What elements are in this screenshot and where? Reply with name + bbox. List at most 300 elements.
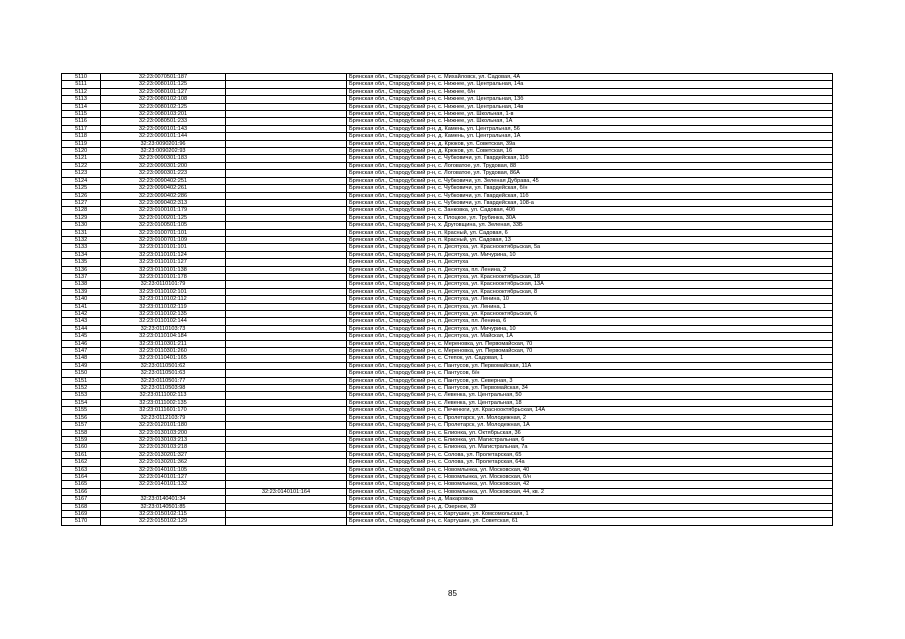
sub-cadastral-number-cell — [226, 222, 347, 229]
cadastral-number-cell: 32:23:0130103:213 — [101, 436, 226, 443]
cadastral-number-cell: 32:23:0100701:101 — [101, 229, 226, 236]
page-number: 85 — [448, 589, 457, 598]
address-cell: Брянская обл., Стародубский р-н, с. Елионка, ул. Магистральная, 7а — [347, 444, 833, 451]
table-row — [62, 318, 833, 325]
cadastral-number-cell: 32:23:0150102:129 — [101, 518, 226, 525]
address-cell: Брянская обл., Стародубский р-н, п. Десятуха, ул. Краснооктябрьская, 5а — [347, 244, 833, 251]
row-number-cell: 5145 — [62, 333, 101, 340]
sub-cadastral-number-cell — [226, 185, 347, 192]
row-number-cell: 5144 — [62, 325, 101, 332]
address-cell: Брянская обл., Стародубский р-н, с. Пролетарск, ул. Молодежная, 2 — [347, 414, 833, 421]
address-cell: Брянская обл., Стародубский р-н, п. Красный, ул. Садовая, 13 — [347, 236, 833, 243]
cadastral-number-cell: 32:23:0110103:73 — [101, 325, 226, 332]
cadastral-number-cell: 32:23:0111601:170 — [101, 407, 226, 414]
sub-cadastral-number-cell — [226, 96, 347, 103]
cadastral-number-cell: 32:23:0111002:135 — [101, 399, 226, 406]
row-number-cell: 5115 — [62, 111, 101, 118]
address-cell: Брянская обл., Стародубский р-н, п. Десятуха, пл. Ленина, 2 — [347, 266, 833, 273]
table-row — [62, 436, 833, 443]
address-cell: Брянская обл., Стародубский р-н, с. Пантусов, б/н — [347, 370, 833, 377]
row-number-cell: 5110 — [62, 74, 101, 81]
sub-cadastral-number-cell — [226, 281, 347, 288]
table-row — [62, 510, 833, 517]
cadastral-number-cell: 32:23:0090301:223 — [101, 170, 226, 177]
cadastral-number-cell: 32:23:0110101:124 — [101, 251, 226, 258]
table-row — [62, 459, 833, 466]
address-cell: Брянская обл., Стародубский р-н, с. Занковка, ул. Садовая, 40б — [347, 207, 833, 214]
cadastral-number-cell — [101, 488, 226, 495]
cadastral-number-cell: 32:23:0150102:115 — [101, 510, 226, 517]
sub-cadastral-number-cell — [226, 148, 347, 155]
row-number-cell: 5112 — [62, 88, 101, 95]
cadastral-number-cell: 32:23:0110401:165 — [101, 355, 226, 362]
address-cell: Брянская обл., Стародубский р-н, с. Логоватое, ул. Трудовая, 88 — [347, 162, 833, 169]
address-cell: Брянская обл., Стародубский р-н, п. Десятуха, ул. Ленина, 10 — [347, 296, 833, 303]
table-row — [62, 325, 833, 332]
address-cell: Брянская обл., Стародубский р-н, с. Чубковичи, ул. Гвардейская, б/н — [347, 185, 833, 192]
sub-cadastral-number-cell — [226, 333, 347, 340]
cadastral-number-cell: 32:23:0110102:112 — [101, 296, 226, 303]
table-row — [62, 133, 833, 140]
address-cell: Брянская обл., Стародубский р-н, с. Пролетарск, ул. Молодежная, 1А — [347, 422, 833, 429]
table-row — [62, 214, 833, 221]
row-number-cell: 5163 — [62, 466, 101, 473]
table-row — [62, 348, 833, 355]
sub-cadastral-number-cell — [226, 162, 347, 169]
sub-cadastral-number-cell — [226, 414, 347, 421]
address-cell: Брянская обл., Стародубский р-н, п. Десятуха, ул. Мичурина, 10 — [347, 251, 833, 258]
row-number-cell: 5155 — [62, 407, 101, 414]
sub-cadastral-number-cell — [226, 244, 347, 251]
address-cell: Брянская обл., Стародубский р-н, п. Десятуха — [347, 259, 833, 266]
row-number-cell: 5127 — [62, 199, 101, 206]
row-number-cell: 5117 — [62, 125, 101, 132]
sub-cadastral-number-cell — [226, 370, 347, 377]
row-number-cell: 5148 — [62, 355, 101, 362]
cadastral-number-cell: 32:23:0130103:200 — [101, 429, 226, 436]
address-cell: Брянская обл., Стародубский р-н, п. Десятуха, ул. Краснооктябрьская, 8 — [347, 288, 833, 295]
row-number-cell: 5139 — [62, 288, 101, 295]
sub-cadastral-number-cell — [226, 303, 347, 310]
sub-cadastral-number-cell — [226, 473, 347, 480]
table-row — [62, 518, 833, 525]
row-number-cell: 5156 — [62, 414, 101, 421]
cadastral-number-cell: 32:23:0100701:109 — [101, 236, 226, 243]
row-number-cell: 5151 — [62, 377, 101, 384]
table-row — [62, 244, 833, 251]
row-number-cell: 5133 — [62, 244, 101, 251]
cadastral-number-cell: 32:23:0110503:98 — [101, 385, 226, 392]
sub-cadastral-number-cell — [226, 422, 347, 429]
sub-cadastral-number-cell — [226, 518, 347, 525]
cadastral-number-cell: 32:23:0100201:125 — [101, 214, 226, 221]
cadastral-number-cell: 32:23:0110104:184 — [101, 333, 226, 340]
table-row — [62, 140, 833, 147]
sub-cadastral-number-cell — [226, 125, 347, 132]
row-number-cell: 5142 — [62, 311, 101, 318]
address-cell: Брянская обл., Стародубский р-н, с. Елионка, ул. Октябрьская, 36 — [347, 429, 833, 436]
table-row — [62, 170, 833, 177]
address-cell: Брянская обл., Стародубский р-н, х. Плоцкое, ул. Трубинка, 30А — [347, 214, 833, 221]
cadastral-number-cell: 32:23:0140401:34 — [101, 496, 226, 503]
table-row — [62, 311, 833, 318]
address-cell: Брянская обл., Стародубский р-н, с. Солова, ул. Пролетарская, 65 — [347, 451, 833, 458]
sub-cadastral-number-cell — [226, 140, 347, 147]
address-cell: Брянская обл., Стародубский р-н, с. Михайловск, ул. Садовая, 4А — [347, 74, 833, 81]
cadastral-number-cell: 32:23:0110101:101 — [101, 244, 226, 251]
sub-cadastral-number-cell — [226, 133, 347, 140]
row-number-cell: 5166 — [62, 488, 101, 495]
address-cell: Брянская обл., Стародубский р-н, с. Пантусов, ул. Первомайская, 11А — [347, 362, 833, 369]
row-number-cell: 5123 — [62, 170, 101, 177]
table-row — [62, 125, 833, 132]
table-row — [62, 407, 833, 414]
table-row — [62, 451, 833, 458]
row-number-cell: 5143 — [62, 318, 101, 325]
sub-cadastral-number-cell — [226, 74, 347, 81]
cadastral-number-cell: 32:23:0140101:132 — [101, 481, 226, 488]
property-registry-table — [61, 73, 833, 526]
cadastral-number-cell: 32:23:0110101:138 — [101, 266, 226, 273]
sub-cadastral-number-cell — [226, 251, 347, 258]
row-number-cell: 5119 — [62, 140, 101, 147]
sub-cadastral-number-cell — [226, 377, 347, 384]
address-cell: Брянская обл., Стародубский р-н, с. Елионка, ул. Магистральная, 6 — [347, 436, 833, 443]
address-cell: Брянская обл., Стародубский р-н, с. Нижнее, ул. Школьная, 1-в — [347, 111, 833, 118]
address-cell: Брянская обл., Стародубский р-н, с. Новомлынка, ул. Московская, 44, кв. 2 — [347, 488, 833, 495]
row-number-cell: 5158 — [62, 429, 101, 436]
cadastral-number-cell: 32:23:0090101:144 — [101, 133, 226, 140]
sub-cadastral-number-cell — [226, 199, 347, 206]
address-cell: Брянская обл., Стародубский р-н, с. Нижнее, ул. Центральная, 13б — [347, 96, 833, 103]
address-cell: Брянская обл., Стародубский р-н, с. Левенка, ул. Центральная, 50 — [347, 392, 833, 399]
sub-cadastral-number-cell — [226, 510, 347, 517]
sub-cadastral-number-cell — [226, 444, 347, 451]
sub-cadastral-number-cell — [226, 111, 347, 118]
address-cell: Брянская обл., Стародубский р-н, с. Чубковичи, ул. Гвардейская, 108-а — [347, 199, 833, 206]
row-number-cell: 5162 — [62, 459, 101, 466]
cadastral-number-cell: 32:23:0090402:261 — [101, 185, 226, 192]
table-row — [62, 422, 833, 429]
row-number-cell: 5159 — [62, 436, 101, 443]
sub-cadastral-number-cell — [226, 496, 347, 503]
address-cell: Брянская обл., Стародубский р-н, д. Макаровка — [347, 496, 833, 503]
cadastral-number-cell: 32:23:0140101:105 — [101, 466, 226, 473]
table-row — [62, 199, 833, 206]
cadastral-number-cell: 32:23:0110101:79 — [101, 281, 226, 288]
row-number-cell: 5116 — [62, 118, 101, 125]
sub-cadastral-number-cell — [226, 481, 347, 488]
row-number-cell: 5130 — [62, 222, 101, 229]
sub-cadastral-number-cell — [226, 266, 347, 273]
table-row — [62, 251, 833, 258]
sub-cadastral-number-cell: 32:23:0140101:164 — [226, 488, 347, 495]
row-number-cell: 5113 — [62, 96, 101, 103]
address-cell: Брянская обл., Стародубский р-н, с. Степок, ул. Садовая, 1 — [347, 355, 833, 362]
sub-cadastral-number-cell — [226, 118, 347, 125]
address-cell: Брянская обл., Стародубский р-н, п. Десятуха, пл. Ленина, 6 — [347, 318, 833, 325]
sub-cadastral-number-cell — [226, 362, 347, 369]
address-cell: Брянская обл., Стародубский р-н, д. Камень, ул. Центральная, 1А — [347, 133, 833, 140]
row-number-cell: 5147 — [62, 348, 101, 355]
sub-cadastral-number-cell — [226, 436, 347, 443]
table-row — [62, 362, 833, 369]
table-row — [62, 385, 833, 392]
address-cell: Брянская обл., Стародубский р-н, д. Крюков, ул. Советская, 16 — [347, 148, 833, 155]
table-row — [62, 429, 833, 436]
address-cell: Брянская обл., Стародубский р-н, с. Мереновка, ул. Первомайская, 70 — [347, 340, 833, 347]
table-row — [62, 333, 833, 340]
cadastral-number-cell: 32:23:0100101:179 — [101, 207, 226, 214]
row-number-cell: 5149 — [62, 362, 101, 369]
row-number-cell: 5170 — [62, 518, 101, 525]
row-number-cell: 5135 — [62, 259, 101, 266]
row-number-cell: 5132 — [62, 236, 101, 243]
cadastral-number-cell: 32:23:0090202:93 — [101, 148, 226, 155]
row-number-cell: 5124 — [62, 177, 101, 184]
address-cell: Брянская обл., Стародубский р-н, п. Красный, ул. Садовая, 6 — [347, 229, 833, 236]
table-row — [62, 74, 833, 81]
table-row — [62, 414, 833, 421]
sub-cadastral-number-cell — [226, 170, 347, 177]
address-cell: Брянская обл., Стародубский р-н, с. Левенка, ул. Центральная, 18 — [347, 399, 833, 406]
sub-cadastral-number-cell — [226, 451, 347, 458]
cadastral-number-cell: 32:23:0080101:127 — [101, 88, 226, 95]
table-row — [62, 496, 833, 503]
table-row — [62, 177, 833, 184]
address-cell: Брянская обл., Стародубский р-н, с. Нижнее, ул. Центральная, 14в — [347, 103, 833, 110]
cadastral-number-cell: 32:23:0090101:143 — [101, 125, 226, 132]
address-cell: Брянская обл., Стародубский р-н, с. Новомлынка, ул. Московская, б/н — [347, 473, 833, 480]
cadastral-number-cell: 32:23:0111002:113 — [101, 392, 226, 399]
table-row — [62, 377, 833, 384]
row-number-cell: 5120 — [62, 148, 101, 155]
row-number-cell: 5140 — [62, 296, 101, 303]
row-number-cell: 5146 — [62, 340, 101, 347]
address-cell: Брянская обл., Стародубский р-н, д. Крюков, ул. Советская, 39а — [347, 140, 833, 147]
sub-cadastral-number-cell — [226, 459, 347, 466]
row-number-cell: 5121 — [62, 155, 101, 162]
table-body — [62, 74, 833, 526]
table-row — [62, 340, 833, 347]
sub-cadastral-number-cell — [226, 103, 347, 110]
address-cell: Брянская обл., Стародубский р-н, д. Озерное, 39 — [347, 503, 833, 510]
cadastral-number-cell: 32:23:0100501:105 — [101, 222, 226, 229]
address-cell: Брянская обл., Стародубский р-н, с. Печенюги, ул. Краснооктябрьская, 14А — [347, 407, 833, 414]
sub-cadastral-number-cell — [226, 466, 347, 473]
row-number-cell: 5129 — [62, 214, 101, 221]
cadastral-number-cell: 32:23:0090201:96 — [101, 140, 226, 147]
cadastral-number-cell: 32:23:0130201:362 — [101, 459, 226, 466]
cadastral-number-cell: 32:23:0110102:135 — [101, 311, 226, 318]
table-row — [62, 192, 833, 199]
cadastral-number-cell: 32:23:0110102:119 — [101, 303, 226, 310]
table-row — [62, 503, 833, 510]
table-row — [62, 466, 833, 473]
address-cell: Брянская обл., Стародубский р-н, с. Нижнее, ул. Центральная, 14а — [347, 81, 833, 88]
row-number-cell: 5114 — [62, 103, 101, 110]
sub-cadastral-number-cell — [226, 325, 347, 332]
table-row — [62, 444, 833, 451]
address-cell: Брянская обл., Стародубский р-н, п. Десятуха, ул. Ленина, 1 — [347, 303, 833, 310]
table-row — [62, 266, 833, 273]
table-row — [62, 111, 833, 118]
address-cell: Брянская обл., Стародубский р-н, с. Солова, ул. Пролетарская, 64а — [347, 459, 833, 466]
address-cell: Брянская обл., Стародубский р-н, п. Десятуха, ул. Краснооктябрьская, 18 — [347, 273, 833, 280]
address-cell: Брянская обл., Стародубский р-н, с. Мереновка, ул. Первомайская, 70 — [347, 348, 833, 355]
table-row — [62, 303, 833, 310]
row-number-cell: 5167 — [62, 496, 101, 503]
table-row — [62, 229, 833, 236]
table-row — [62, 81, 833, 88]
cadastral-number-cell: 32:23:0090402:251 — [101, 177, 226, 184]
cadastral-number-cell: 32:23:0090301:200 — [101, 162, 226, 169]
table-row — [62, 481, 833, 488]
cadastral-number-cell: 32:23:0070501:187 — [101, 74, 226, 81]
row-number-cell: 5128 — [62, 207, 101, 214]
table-row — [62, 88, 833, 95]
sub-cadastral-number-cell — [226, 273, 347, 280]
address-cell: Брянская обл., Стародубский р-н, с. Пантусов, ул. Первомайская, 34 — [347, 385, 833, 392]
cadastral-number-cell: 32:23:0130201:327 — [101, 451, 226, 458]
table-row — [62, 207, 833, 214]
sub-cadastral-number-cell — [226, 392, 347, 399]
address-cell: Брянская обл., Стародубский р-н, п. Десятуха, ул. Краснооктябрьская, 6 — [347, 311, 833, 318]
table-row — [62, 236, 833, 243]
row-number-cell: 5168 — [62, 503, 101, 510]
cadastral-number-cell: 32:23:0112103:79 — [101, 414, 226, 421]
address-cell: Брянская обл., Стародубский р-н, с. Чубковичи, ул. Зеленая Дубрава, 45 — [347, 177, 833, 184]
sub-cadastral-number-cell — [226, 429, 347, 436]
table-row — [62, 222, 833, 229]
table-row — [62, 162, 833, 169]
sub-cadastral-number-cell — [226, 207, 347, 214]
address-cell: Брянская обл., Стародубский р-н, с. Новомлынка, ул. Московская, 42 — [347, 481, 833, 488]
address-cell: Брянская обл., Стародубский р-н, с. Нижнее, ул. Школьная, 1А — [347, 118, 833, 125]
address-cell: Брянская обл., Стародубский р-н, п. Десятуха, ул. Мичурина, 10 — [347, 325, 833, 332]
address-cell: Брянская обл., Стародубский р-н, с. Логоватое, ул. Трудовая, 86А — [347, 170, 833, 177]
address-cell: Брянская обл., Стародубский р-н, с. Картушин, ул. Советская, 61 — [347, 518, 833, 525]
sub-cadastral-number-cell — [226, 407, 347, 414]
cadastral-number-cell: 32:23:0110102:144 — [101, 318, 226, 325]
sub-cadastral-number-cell — [226, 214, 347, 221]
sub-cadastral-number-cell — [226, 399, 347, 406]
row-number-cell: 5157 — [62, 422, 101, 429]
address-cell: Брянская обл., Стародубский р-н, х. Друговщина, ул. Зеленая, 33Б — [347, 222, 833, 229]
cadastral-number-cell: 32:23:0090301:183 — [101, 155, 226, 162]
cadastral-number-cell: 32:23:0140501:85 — [101, 503, 226, 510]
address-cell: Брянская обл., Стародубский р-н, п. Десятуха, ул. Майская, 1А — [347, 333, 833, 340]
table-row — [62, 185, 833, 192]
table-row — [62, 473, 833, 480]
row-number-cell: 5154 — [62, 399, 101, 406]
sub-cadastral-number-cell — [226, 318, 347, 325]
sub-cadastral-number-cell — [226, 259, 347, 266]
sub-cadastral-number-cell — [226, 236, 347, 243]
cadastral-number-cell: 32:23:0080102:125 — [101, 103, 226, 110]
sub-cadastral-number-cell — [226, 348, 347, 355]
sub-cadastral-number-cell — [226, 81, 347, 88]
address-cell: Брянская обл., Стародубский р-н, д. Камень, ул. Центральная, 56 — [347, 125, 833, 132]
sub-cadastral-number-cell — [226, 192, 347, 199]
cadastral-number-cell: 32:23:0120101:180 — [101, 422, 226, 429]
row-number-cell: 5161 — [62, 451, 101, 458]
sub-cadastral-number-cell — [226, 385, 347, 392]
sub-cadastral-number-cell — [226, 296, 347, 303]
cadastral-number-cell: 32:23:0090402:286 — [101, 192, 226, 199]
table-row — [62, 392, 833, 399]
row-number-cell: 5141 — [62, 303, 101, 310]
cadastral-number-cell: 32:23:0140101:127 — [101, 473, 226, 480]
row-number-cell: 5126 — [62, 192, 101, 199]
cadastral-number-cell: 32:23:0110301:211 — [101, 340, 226, 347]
cadastral-number-cell: 32:23:0130103:218 — [101, 444, 226, 451]
table-row — [62, 148, 833, 155]
cadastral-number-cell: 32:23:0110501:62 — [101, 362, 226, 369]
table-row — [62, 259, 833, 266]
row-number-cell: 5134 — [62, 251, 101, 258]
cadastral-number-cell: 32:23:0110501:63 — [101, 370, 226, 377]
address-cell: Брянская обл., Стародубский р-н, с. Картушин, ул. Комсомольская, 1 — [347, 510, 833, 517]
cadastral-number-cell: 32:23:0080102:108 — [101, 96, 226, 103]
sub-cadastral-number-cell — [226, 155, 347, 162]
row-number-cell: 5164 — [62, 473, 101, 480]
table-row — [62, 155, 833, 162]
sub-cadastral-number-cell — [226, 311, 347, 318]
cadastral-number-cell: 32:23:0080501:233 — [101, 118, 226, 125]
row-number-cell: 5118 — [62, 133, 101, 140]
cadastral-number-cell: 32:23:0110102:101 — [101, 288, 226, 295]
cadastral-number-cell: 32:23:0080103:201 — [101, 111, 226, 118]
sub-cadastral-number-cell — [226, 229, 347, 236]
address-cell: Брянская обл., Стародубский р-н, п. Десятуха, ул. Краснооктябрьская, 13А — [347, 281, 833, 288]
address-cell: Брянская обл., Стародубский р-н, с. Нижнее, б/н — [347, 88, 833, 95]
row-number-cell: 5165 — [62, 481, 101, 488]
address-cell: Брянская обл., Стародубский р-н, с. Чубковичи, ул. Гвардейская, 11б — [347, 192, 833, 199]
cadastral-number-cell: 32:23:0110101:127 — [101, 259, 226, 266]
cadastral-number-cell: 32:23:0110501:77 — [101, 377, 226, 384]
table-row — [62, 488, 833, 495]
row-number-cell: 5122 — [62, 162, 101, 169]
sub-cadastral-number-cell — [226, 355, 347, 362]
table-row — [62, 96, 833, 103]
table-row — [62, 281, 833, 288]
row-number-cell: 5160 — [62, 444, 101, 451]
cadastral-number-cell: 32:23:0080101:125 — [101, 81, 226, 88]
table-row — [62, 273, 833, 280]
table-row — [62, 296, 833, 303]
row-number-cell: 5137 — [62, 273, 101, 280]
sub-cadastral-number-cell — [226, 88, 347, 95]
table-row — [62, 355, 833, 362]
sub-cadastral-number-cell — [226, 288, 347, 295]
row-number-cell: 5136 — [62, 266, 101, 273]
cadastral-number-cell: 32:23:0110101:178 — [101, 273, 226, 280]
sub-cadastral-number-cell — [226, 340, 347, 347]
row-number-cell: 5138 — [62, 281, 101, 288]
row-number-cell: 5125 — [62, 185, 101, 192]
row-number-cell: 5169 — [62, 510, 101, 517]
table-row — [62, 370, 833, 377]
row-number-cell: 5131 — [62, 229, 101, 236]
table-row — [62, 288, 833, 295]
row-number-cell: 5153 — [62, 392, 101, 399]
sub-cadastral-number-cell — [226, 503, 347, 510]
sub-cadastral-number-cell — [226, 177, 347, 184]
address-cell: Брянская обл., Стародубский р-н, с. Новомлынка, ул. Московская, 40 — [347, 466, 833, 473]
address-cell: Брянская обл., Стародубский р-н, с. Чубковичи, ул. Гвардейская, 11б — [347, 155, 833, 162]
table-row — [62, 103, 833, 110]
